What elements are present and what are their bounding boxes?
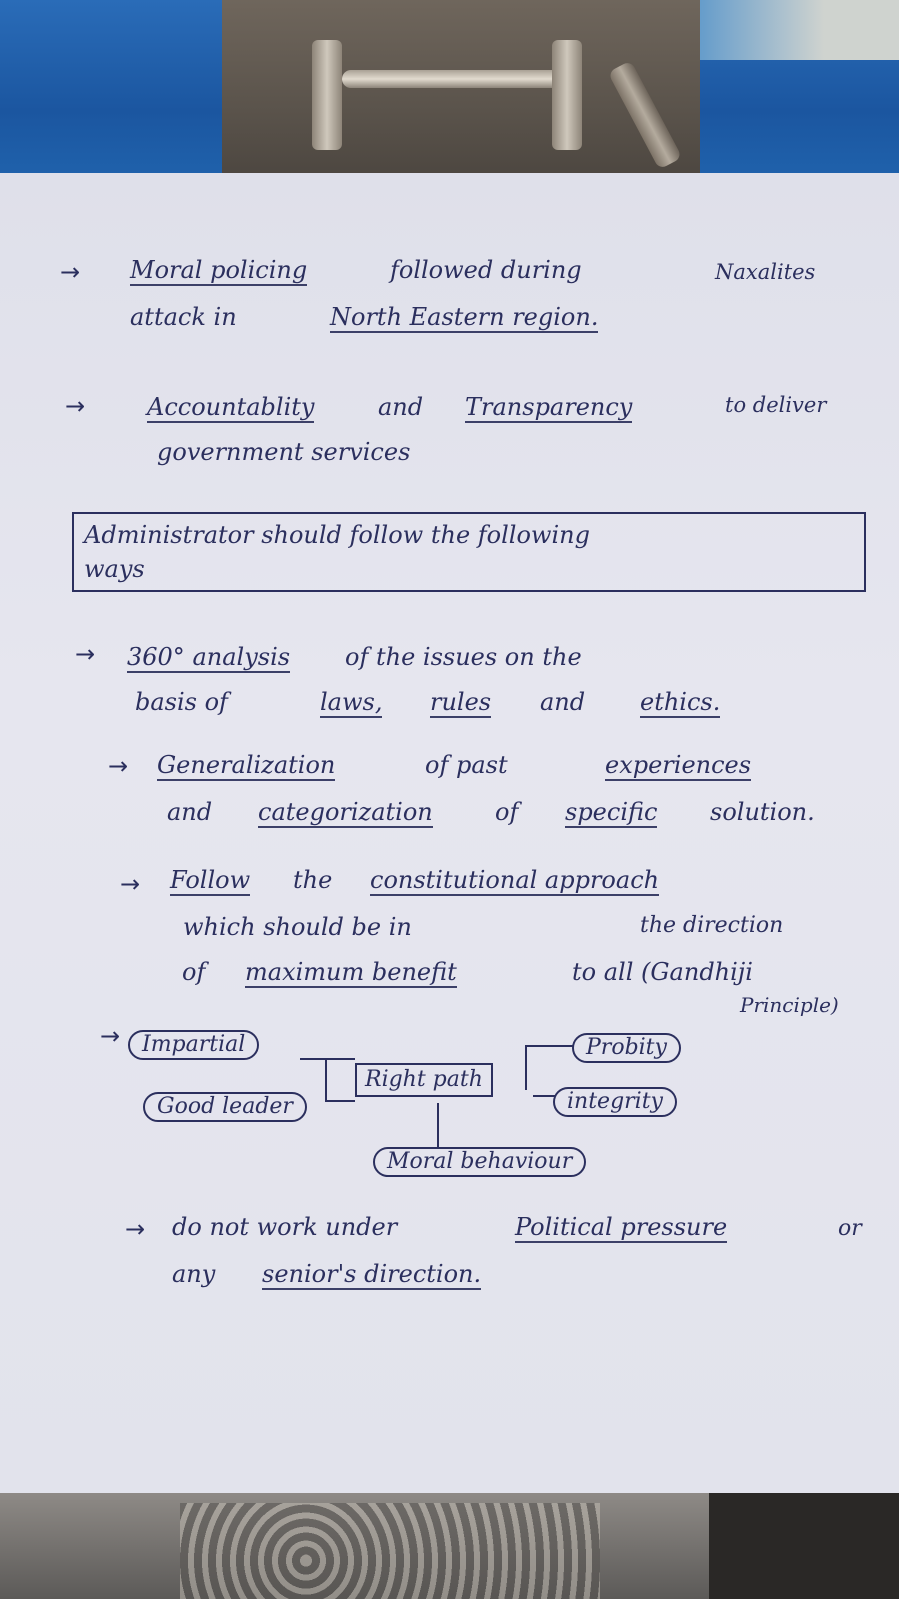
note-text: to all (Gandhiji bbox=[572, 958, 753, 986]
bullet-arrow: → bbox=[65, 392, 86, 420]
note-text: Accountablity bbox=[147, 393, 315, 421]
note-text: Transparency bbox=[465, 393, 633, 421]
note-text: of bbox=[495, 798, 519, 826]
node-right-path: Right path bbox=[355, 1063, 493, 1097]
connector bbox=[533, 1095, 555, 1097]
bullet-arrow: → bbox=[60, 258, 81, 286]
note-text: of the issues on the bbox=[345, 643, 582, 671]
heading-line-1: Administrator should follow the following bbox=[84, 521, 590, 549]
cloth-shadow bbox=[709, 1493, 899, 1599]
clip-bar bbox=[342, 70, 572, 88]
connector bbox=[325, 1100, 355, 1102]
note-text: Generalization bbox=[157, 751, 336, 779]
connector bbox=[325, 1058, 327, 1100]
note-text: Naxalites bbox=[715, 260, 816, 284]
note-text: basis of bbox=[135, 688, 228, 716]
note-text: any bbox=[172, 1260, 216, 1288]
note-text: and bbox=[378, 393, 424, 421]
background-cloth-bottom bbox=[0, 1493, 899, 1599]
note-text: constitutional approach bbox=[370, 866, 660, 894]
note-text: laws, bbox=[320, 688, 383, 716]
note-text: and bbox=[167, 798, 213, 826]
note-text: attack in bbox=[130, 303, 237, 331]
note-text: ethics. bbox=[640, 688, 721, 716]
node-probity: Probity bbox=[572, 1033, 681, 1063]
note-text: government services bbox=[157, 438, 411, 466]
note-text: of bbox=[182, 958, 206, 986]
connector bbox=[437, 1103, 439, 1147]
note-text: senior's direction. bbox=[262, 1260, 482, 1288]
bullet-arrow: → bbox=[108, 752, 129, 780]
cloth-pattern bbox=[180, 1503, 600, 1599]
clip-spring-right bbox=[552, 40, 582, 150]
note-text: Moral policing bbox=[130, 256, 308, 284]
connector bbox=[525, 1045, 573, 1047]
bullet-arrow: → bbox=[125, 1215, 146, 1243]
note-text: of past bbox=[425, 751, 508, 779]
note-text: experiences bbox=[605, 751, 752, 779]
note-text: rules bbox=[430, 688, 492, 716]
heading-box bbox=[72, 512, 866, 592]
note-text: which should be in bbox=[183, 913, 412, 941]
note-text: Follow bbox=[170, 866, 251, 894]
clip-spring-left bbox=[312, 40, 342, 150]
note-text: categorization bbox=[258, 798, 433, 826]
paper-sheet bbox=[0, 173, 899, 1493]
node-impartial: Impartial bbox=[128, 1030, 259, 1060]
note-text: the bbox=[293, 866, 333, 894]
note-text: to deliver bbox=[725, 393, 827, 417]
diagram-arrow: → bbox=[100, 1022, 121, 1050]
note-text: the direction bbox=[640, 913, 784, 938]
heading-line-2: ways bbox=[84, 555, 145, 583]
note-text: do not work under bbox=[172, 1213, 398, 1241]
bullet-arrow: → bbox=[120, 870, 141, 898]
connector bbox=[300, 1058, 355, 1060]
note-text: followed during bbox=[390, 256, 582, 284]
note-text: North Eastern region. bbox=[330, 303, 599, 331]
bullet-arrow: → bbox=[75, 640, 96, 668]
connector bbox=[525, 1045, 527, 1090]
node-moral-behaviour: Moral behaviour bbox=[373, 1147, 586, 1177]
clip-lever bbox=[608, 60, 683, 169]
clipboard-clip bbox=[222, 0, 700, 185]
note-text: Political pressure bbox=[515, 1213, 728, 1241]
note-text: or bbox=[838, 1216, 862, 1241]
node-integrity: integrity bbox=[553, 1087, 677, 1117]
note-text: maximum benefit bbox=[245, 958, 457, 986]
note-text: 360° analysis bbox=[127, 643, 291, 671]
note-text: specific bbox=[565, 798, 658, 826]
note-text: and bbox=[540, 688, 586, 716]
node-good-leader: Good leader bbox=[143, 1092, 307, 1122]
note-text: Principle) bbox=[740, 993, 839, 1017]
note-text: solution. bbox=[710, 798, 815, 826]
